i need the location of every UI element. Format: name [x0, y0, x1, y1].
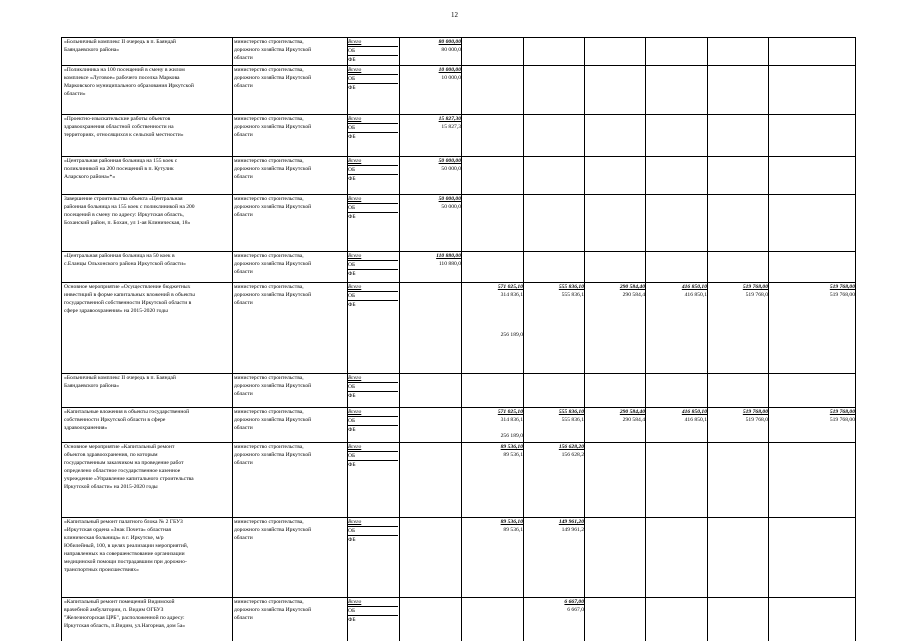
executor-name: министерство строительства, дорожного хозяйства Иркутской области	[234, 39, 312, 61]
funding-sources	[348, 252, 398, 278]
executor-name: министерство строительства, дорожного хозяйства Иркутской области	[234, 375, 312, 397]
funding-value: 89 536,1	[503, 527, 523, 533]
funding-value: 15 827,3	[441, 124, 461, 130]
funding-source-label: ОБ	[348, 75, 398, 84]
funding-source-label: Всего	[348, 598, 398, 607]
activity-name: «Проектно-изыскательские работы объектов здравоохранения областной собственности на территориях, относящихся к сельской местности»	[64, 116, 184, 138]
activity-name: «Больничный комплекс II очередь в п. Баяндай Баяндаевского района»	[64, 39, 176, 53]
funding-value: 10 000,0	[441, 75, 461, 81]
funding-source-label: ФБ	[348, 427, 356, 433]
executor-name: министерство строительства, дорожного хозяйства Иркутской области	[234, 599, 312, 621]
funding-sources	[348, 374, 398, 400]
table-column-divider	[768, 37, 769, 641]
funding-value: 110 880,0	[438, 261, 461, 267]
funding-value: 290 584,40	[619, 284, 645, 290]
funding-value: 256 189,0	[500, 433, 523, 439]
funding-value: 110 880,00	[436, 253, 461, 259]
funding-source-label: Всего	[348, 157, 398, 166]
activity-name: «Капитальный ремонт помещений Видимской врачебной амбулатории, п. Видим ОГБУЗ "Железногорская ЦРБ", расположенной по адресу: Иркутская область, п.Видим, ул.Нагорная, дом 5а»	[64, 599, 186, 629]
funding-sources	[348, 518, 398, 544]
funding-value: 555 836,1	[561, 417, 584, 423]
funding-source-label: ФБ	[348, 537, 356, 543]
table-column-divider	[855, 37, 856, 641]
funding-sources	[348, 598, 398, 624]
activity-name: «Больничный комплекс II очередь в п. Баяндай Баяндаевского района»	[64, 375, 176, 389]
funding-value: 50 000,00	[438, 196, 461, 202]
activity-name: Основное мероприятие «Осуществление бюджетных инвестиций в форме капитальных вложений в объекты государственной собственности Иркутской области в сфере здравоохранения» на 2015-2020 годы	[64, 284, 195, 314]
funding-source-label: ОБ	[348, 452, 398, 461]
funding-value: 519 768,00	[742, 284, 768, 290]
funding-source-label: Всего	[348, 252, 398, 261]
activity-name: «Центральная районная больница на 155 коек с поликлиникой на 200 посещений в п. Кутулик Аларского района»*»	[64, 158, 178, 180]
funding-source-label: ФБ	[348, 462, 356, 468]
activity-name: «Капитальный ремонт палатного блока № 2 ГБУЗ «Иркутская ордена «Знак Почета» областная клиническая больница» в г. Иркутске, м/р Юбилейный, 100, в целях реализации мероприятий, направленных на совершенствование организации медицинской помощи пострадавшим при дорожно- транспортных происшествиях»	[64, 519, 189, 573]
table-column-divider	[461, 37, 462, 641]
table-column-divider	[232, 37, 233, 641]
funding-value: 519 768,00	[829, 417, 855, 423]
funding-source-label: ОБ	[348, 47, 398, 56]
funding-source-label: Всего	[348, 66, 398, 75]
funding-source-label: ОБ	[348, 383, 398, 392]
funding-source-label: ФБ	[348, 176, 356, 182]
funding-value: 149 961,2	[561, 527, 584, 533]
funding-value: 80 000,0	[441, 47, 461, 53]
executor-name: министерство строительства, дорожного хозяйства Иркутской области	[234, 253, 312, 275]
program-table	[61, 37, 855, 641]
funding-value: 89 536,10	[500, 519, 523, 525]
funding-value: 156 628,2	[561, 452, 584, 458]
activity-name: «Центральная районная больница на 50 коек в с.Еланцы Ольхонского района Иркутской области»	[64, 253, 186, 267]
funding-value: 256 189,0	[500, 332, 523, 338]
activity-name: «Поликлиника на 100 посещений в смену в жилом комплексе «Луговое» рабочего поселка Маркова Марковского муниципального образования Иркутской области»	[64, 67, 194, 97]
funding-sources	[348, 443, 398, 469]
funding-sources	[348, 283, 398, 309]
funding-value: 89 536,1	[503, 452, 523, 458]
funding-source-label: ОБ	[348, 607, 398, 616]
funding-source-label: ОБ	[348, 527, 398, 536]
funding-sources	[348, 408, 398, 434]
funding-value: 290 584,40	[619, 409, 645, 415]
executor-name: министерство строительства, дорожного хозяйства Иркутской области	[234, 196, 312, 218]
funding-sources	[348, 66, 398, 92]
activity-name: «Капитальные вложения в объекты государственной собственности Иркутской области в сфере здравоохранения»	[64, 409, 190, 431]
funding-source-label: ФБ	[348, 302, 356, 308]
table-column-divider	[645, 37, 646, 641]
executor-name: министерство строительства, дорожного хозяйства Иркутской области	[234, 67, 312, 89]
table-column-divider	[584, 37, 585, 641]
funding-source-label: ОБ	[348, 204, 398, 213]
funding-source-label: ФБ	[348, 271, 356, 277]
funding-value: 519 768,00	[829, 292, 855, 298]
funding-value: 89 536,10	[500, 444, 523, 450]
funding-value: 519 768,0	[745, 292, 768, 298]
funding-value: 80 000,00	[438, 39, 461, 45]
executor-name: министерство строительства, дорожного хозяйства Иркутской области	[234, 116, 312, 138]
activity-name: Основное мероприятие «Капитальный ремонт объектов здравоохранения, по которым государственным заказчиком на проведение работ определено областное государственное казенное учреждение «Управление капитального строительства Иркутской области» на 2015-2020 годы	[64, 444, 194, 490]
funding-value: 50 000,0	[441, 204, 461, 210]
activity-name: Завершение строительства объекта «Центральная районная больница на 155 коек с поликлиникой на 200 посещений в смену по адресу: Иркутская область, Боханский район, п. Бохан, ул 1-ая Клиническая, 18»	[64, 196, 195, 226]
executor-name: министерство строительства, дорожного хозяйства Иркутской области	[234, 158, 312, 180]
funding-value: 6 667,0	[567, 607, 584, 613]
funding-source-label: ОБ	[348, 417, 398, 426]
funding-sources	[348, 195, 398, 221]
funding-source-label: Всего	[348, 443, 398, 452]
funding-value: 50 000,0	[441, 166, 461, 172]
funding-value: 416 850,10	[681, 284, 707, 290]
funding-source-label: ОБ	[348, 166, 398, 175]
table-column-divider	[61, 37, 62, 641]
funding-source-label: Всего	[348, 195, 398, 204]
funding-value: 555 836,10	[558, 284, 584, 290]
funding-source-label: ОБ	[348, 124, 398, 133]
funding-value: 6 667,00	[564, 599, 584, 605]
executor-name: министерство строительства, дорожного хозяйства Иркутской области	[234, 519, 312, 541]
table-column-divider	[707, 37, 708, 641]
funding-value: 290 584,4	[622, 417, 645, 423]
funding-value: 571 025,10	[497, 409, 523, 415]
funding-source-label: ФБ	[348, 134, 356, 140]
funding-source-label: ОБ	[348, 292, 398, 301]
funding-value: 519 768,00	[742, 409, 768, 415]
funding-sources	[348, 115, 398, 141]
funding-value: 10 000,00	[438, 67, 461, 73]
funding-value: 416 850,1	[684, 292, 707, 298]
funding-source-label: Всего	[348, 408, 398, 417]
funding-source-label: Всего	[348, 283, 398, 292]
funding-source-label: ФБ	[348, 85, 356, 91]
funding-source-label: ФБ	[348, 393, 356, 399]
funding-source-label: Всего	[348, 518, 398, 527]
executor-name: министерство строительства, дорожного хозяйства Иркутской области	[234, 444, 312, 466]
funding-value: 314 836,1	[500, 292, 523, 298]
funding-value: 149 961,20	[558, 519, 584, 525]
funding-source-label: ФБ	[348, 214, 356, 220]
page-number: 12	[451, 11, 458, 19]
funding-value: 314 836,1	[500, 417, 523, 423]
funding-value: 290 584,4	[622, 292, 645, 298]
funding-value: 519 768,0	[745, 417, 768, 423]
funding-value: 416 850,1	[684, 417, 707, 423]
funding-sources	[348, 157, 398, 183]
executor-name: министерство строительства, дорожного хозяйства Иркутской области	[234, 284, 312, 306]
table-column-divider	[523, 37, 524, 641]
funding-source-label: ОБ	[348, 261, 398, 270]
funding-value: 555 836,10	[558, 409, 584, 415]
funding-source-label: Всего	[348, 38, 398, 47]
funding-value: 156 628,20	[558, 444, 584, 450]
funding-value: 15 827,30	[438, 116, 461, 122]
funding-sources	[348, 38, 398, 64]
executor-name: министерство строительства, дорожного хозяйства Иркутской области	[234, 409, 312, 431]
funding-value: 50 000,00	[438, 158, 461, 164]
funding-value: 571 025,10	[497, 284, 523, 290]
funding-source-label: Всего	[348, 374, 398, 383]
funding-source-label: ФБ	[348, 57, 356, 63]
funding-value: 519 768,00	[829, 284, 855, 290]
funding-value: 555 836,1	[561, 292, 584, 298]
funding-value: 519 768,00	[829, 409, 855, 415]
funding-source-label: Всего	[348, 115, 398, 124]
funding-source-label: ФБ	[348, 617, 356, 623]
funding-value: 416 850,10	[681, 409, 707, 415]
